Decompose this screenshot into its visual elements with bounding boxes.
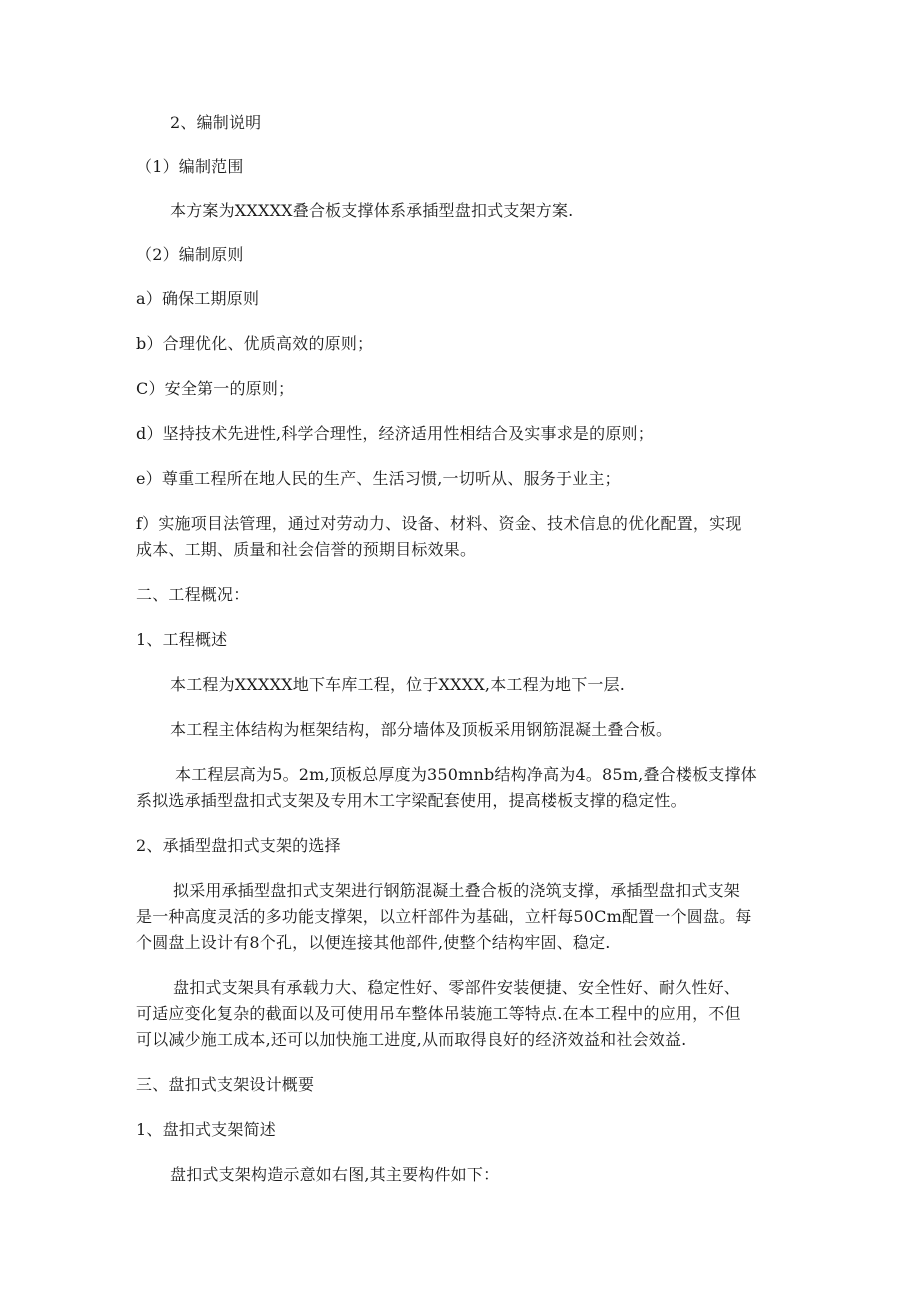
list-item-f-line-2: 成本、工期、质量和社会信誉的预期目标效果。 (136, 540, 477, 559)
paragraph-advantages-line-3: 可以减少施工成本,还可以加快施工进度,从而取得良好的经济效益和社会效益. (136, 1030, 687, 1049)
subheading-scaffold-selection: 2、承插型盘扣式支架的选择 (136, 836, 341, 855)
section-heading-compile-notes: 2、编制说明 (170, 113, 262, 132)
paragraph-advantages-line-1: 盘扣式支架具有承载力大、稳定性好、零部件安装便捷、安全性好、耐久性好、 (173, 978, 741, 997)
paragraph-advantages-line-2: 可适应变化复杂的截面以及可使用吊车整体吊装施工等特点.在本工程中的应用，不但 (136, 1004, 741, 1023)
paragraph-selection-line-2: 是一种高度灵活的多功能支撑架，以立杆部件为基础，立杆每50Cm配置一个圆盘。每 (136, 907, 752, 926)
paragraph-scope: 本方案为XXXXX叠合板支撑体系承插型盘扣式支架方案. (170, 201, 574, 220)
paragraph-floor-height-line-1: 本工程层高为5。2m,顶板总厚度为350mnb结构净高为4。85m,叠合楼板支撑体 (175, 765, 757, 784)
paragraph-selection-line-3: 个圆盘上设计有8个孔，以便连接其他部件,使整个结构牢固、稳定. (136, 933, 611, 952)
list-item-f-line-1: f）实施项目法管理，通过对劳动力、设备、材料、资金、技术信息的优化配置，实现 (136, 514, 742, 533)
paragraph-structure: 本工程主体结构为框架结构，部分墙体及顶板采用钢筋混凝土叠合板。 (170, 720, 673, 739)
paragraph-floor-height-line-2: 系拟选承插型盘扣式支架及专用木工字梁配套使用，提高楼板支撑的稳定性。 (136, 791, 687, 810)
section-heading-project-overview: 二、工程概况： (136, 585, 250, 604)
list-item-d: d）坚持技术先进性,科学合理性，经济适用性相结合及实事求是的原则； (136, 424, 654, 443)
list-item-a: a）确保工期原则 (136, 289, 260, 308)
list-item-b: b）合理优化、优质高效的原则； (136, 334, 374, 353)
list-item-c: C）安全第一的原则； (136, 379, 295, 398)
subheading-compile-scope: （1）编制范围 (136, 157, 244, 176)
paragraph-project-intro: 本工程为XXXXX地下车库工程，位于XXXX,本工程为地下一层. (170, 675, 626, 694)
list-item-e: e）尊重工程所在地人民的生产、生活习惯,一切听从、服务于业主； (136, 469, 621, 488)
subheading-project-summary: 1、工程概述 (136, 630, 228, 649)
subheading-compile-principles: （2）编制原则 (136, 245, 244, 264)
section-heading-design-summary: 三、盘扣式支架设计概要 (136, 1075, 315, 1094)
paragraph-scaffold-components: 盘扣式支架构造示意如右图,其主要构件如下： (170, 1165, 500, 1184)
paragraph-selection-line-1: 拟采用承插型盘扣式支架进行钢筋混凝土叠合板的浇筑支撑，承插型盘扣式支架 (173, 881, 741, 900)
subheading-scaffold-overview: 1、盘扣式支架简述 (136, 1120, 276, 1139)
